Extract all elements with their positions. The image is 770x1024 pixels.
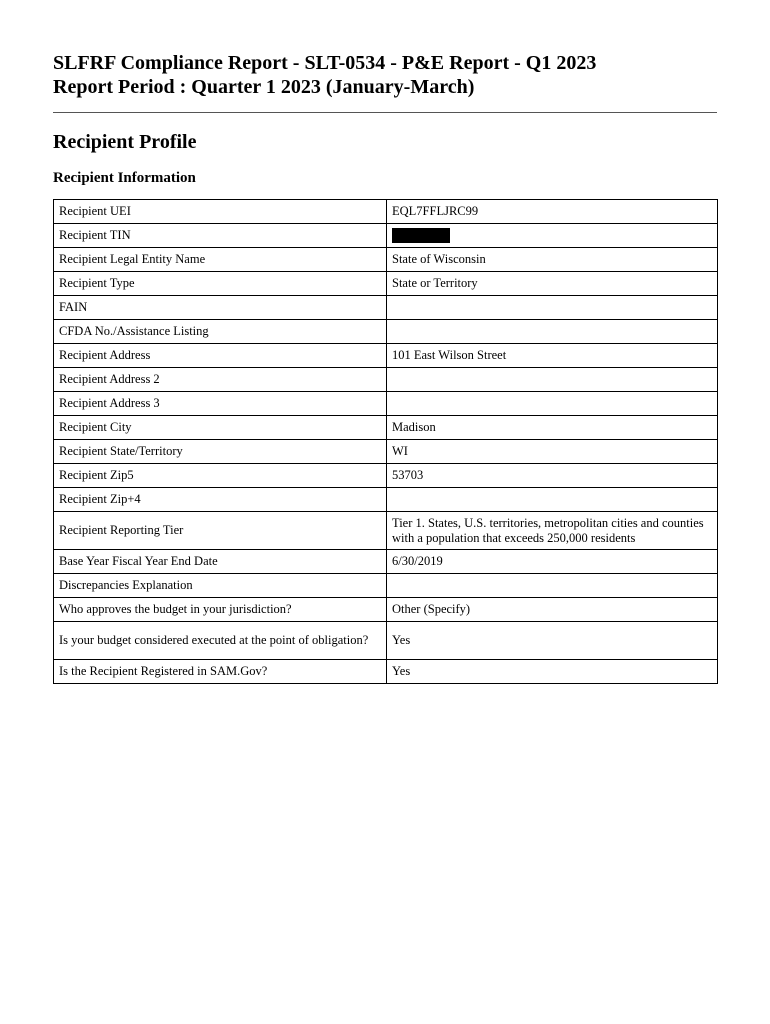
row-value: WI <box>387 440 718 464</box>
row-value <box>387 368 718 392</box>
row-value: Yes <box>387 622 718 660</box>
row-label: Is your budget considered executed at the point of obligation? <box>54 622 387 660</box>
row-label: Recipient Address 3 <box>54 392 387 416</box>
table-row <box>54 574 718 598</box>
section-title: Recipient Profile <box>53 131 197 153</box>
table-row <box>54 200 718 224</box>
row-label: Recipient Type <box>54 272 387 296</box>
table-row <box>54 416 718 440</box>
table-row <box>54 272 718 296</box>
subsection-title: Recipient Information <box>53 170 196 186</box>
row-label: Recipient Address <box>54 344 387 368</box>
table-row <box>54 224 718 248</box>
row-value <box>387 296 718 320</box>
row-value-redacted <box>387 224 718 248</box>
report-title <box>53 51 596 99</box>
row-label: FAIN <box>54 296 387 320</box>
row-value <box>387 488 718 512</box>
row-value: Madison <box>387 416 718 440</box>
row-label: Recipient Zip+4 <box>54 488 387 512</box>
row-value: State of Wisconsin <box>387 248 718 272</box>
row-value: 6/30/2019 <box>387 550 718 574</box>
row-value <box>387 320 718 344</box>
row-value: Yes <box>387 660 718 684</box>
table-row <box>54 368 718 392</box>
redaction-block <box>392 228 450 243</box>
table-row <box>54 248 718 272</box>
report-period-line: Report Period : Quarter 1 2023 (January-March) <box>53 76 475 98</box>
table-row <box>54 488 718 512</box>
table-row <box>54 320 718 344</box>
table-row <box>54 440 718 464</box>
row-label: Recipient State/Territory <box>54 440 387 464</box>
row-value: 53703 <box>387 464 718 488</box>
table-row <box>54 660 718 684</box>
title-divider <box>53 112 717 113</box>
row-label: Recipient City <box>54 416 387 440</box>
row-label: Recipient TIN <box>54 224 387 248</box>
table-row <box>54 598 718 622</box>
row-value: Tier 1. States, U.S. territories, metropolitan cities and counties with a population that exceeds 250,000 residents <box>387 512 718 550</box>
recipient-info-table <box>53 199 718 684</box>
report-title-line-1: SLFRF Compliance Report - SLT-0534 - P&E Report - Q1 2023 <box>53 52 597 74</box>
table-row <box>54 550 718 574</box>
row-label: Discrepancies Explanation <box>54 574 387 598</box>
table-row <box>54 464 718 488</box>
row-label: Recipient Legal Entity Name <box>54 248 387 272</box>
row-label: Recipient Zip5 <box>54 464 387 488</box>
table-row <box>54 392 718 416</box>
row-label: Base Year Fiscal Year End Date <box>54 550 387 574</box>
row-label: Recipient UEI <box>54 200 387 224</box>
row-label: Is the Recipient Registered in SAM.Gov? <box>54 660 387 684</box>
row-value: 101 East Wilson Street <box>387 344 718 368</box>
table-row <box>54 344 718 368</box>
row-value: Other (Specify) <box>387 598 718 622</box>
row-label: Recipient Address 2 <box>54 368 387 392</box>
table-row <box>54 622 718 660</box>
row-value: State or Territory <box>387 272 718 296</box>
row-label: CFDA No./Assistance Listing <box>54 320 387 344</box>
table-row <box>54 512 718 550</box>
row-value <box>387 574 718 598</box>
row-value <box>387 392 718 416</box>
table-row <box>54 296 718 320</box>
row-value: EQL7FFLJRC99 <box>387 200 718 224</box>
row-label: Who approves the budget in your jurisdiction? <box>54 598 387 622</box>
row-label: Recipient Reporting Tier <box>54 512 387 550</box>
